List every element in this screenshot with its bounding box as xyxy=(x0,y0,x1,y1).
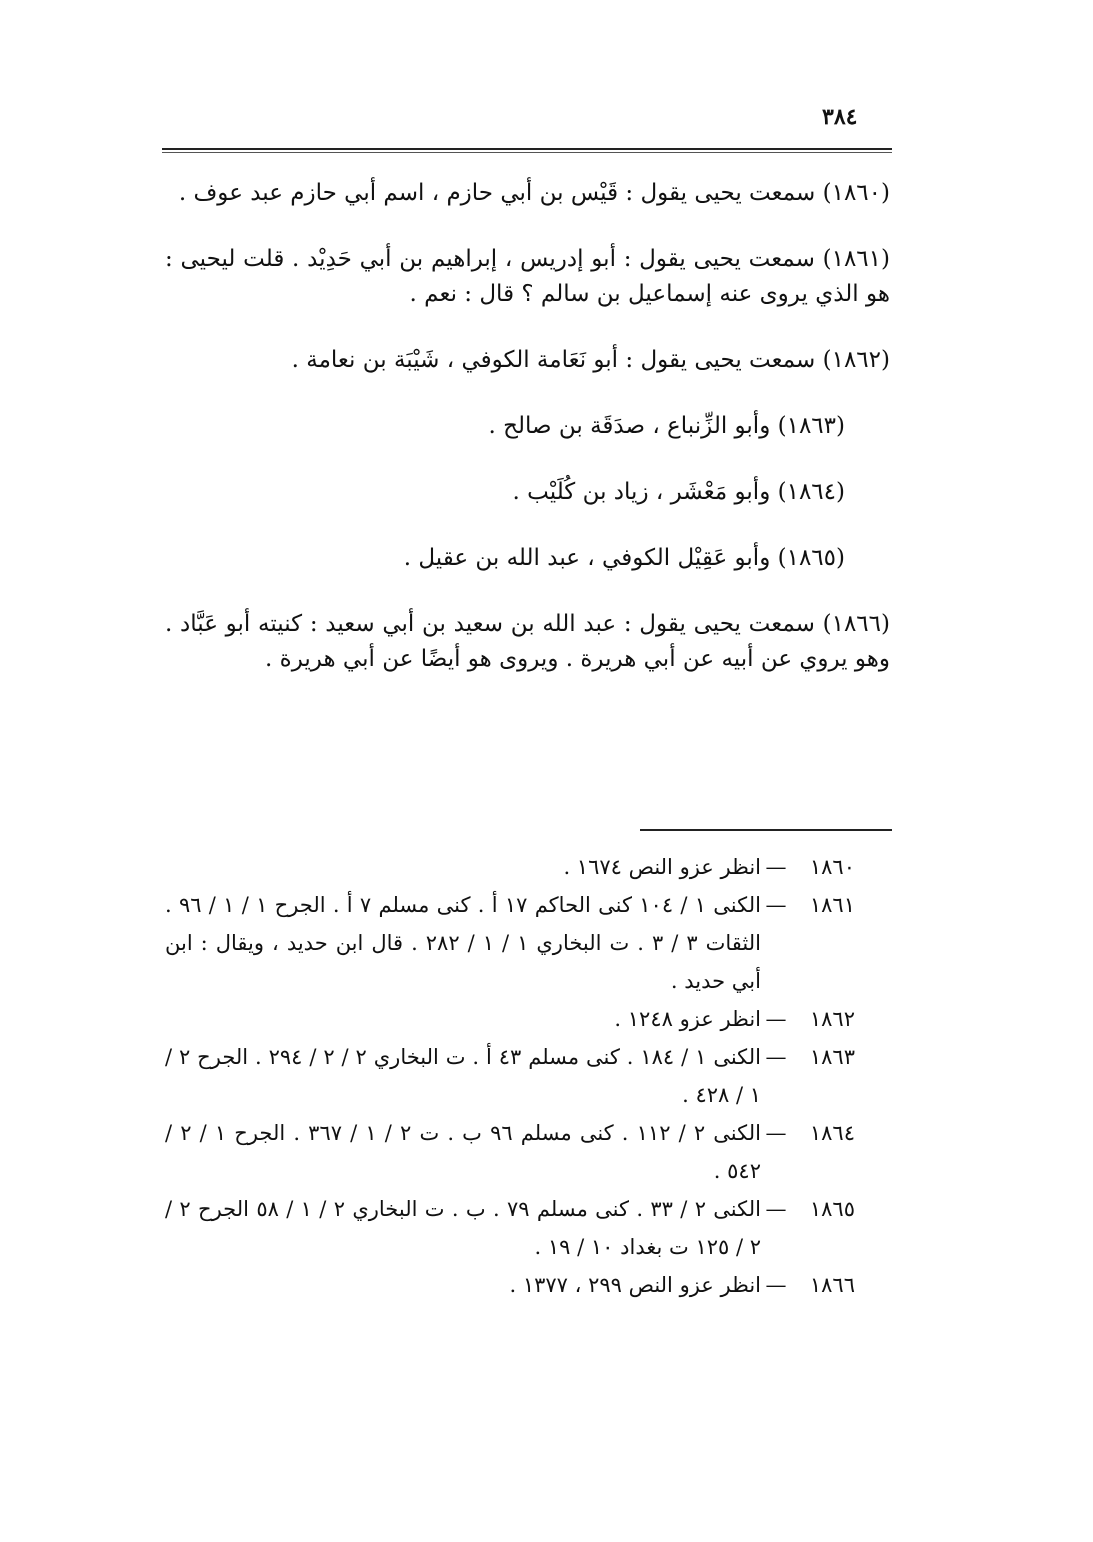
footnote-text: الكنى ٢ / ١١٢ . كنى مسلم ٩٦ ب . ت ٢ / ١ / ٣٦٧ . الجرح ١ / ٢ / ٥٤٢ . xyxy=(165,1121,761,1183)
footnote-text: الكنى ٢ / ٣٣ . كنى مسلم ٧٩ . ب . ت البخاري ٢ / ١ / ٥٨ الجرح ٢ / ٢ / ١٢٥ ت بغداد ١٠ / ١٩ . xyxy=(165,1197,761,1259)
footnote-dash: — xyxy=(765,1007,787,1031)
footnote-dash: — xyxy=(765,855,787,879)
footnote-dash: — xyxy=(765,893,787,917)
entry-1863: (١٨٦٣) وأبو الزِّنباع ، صدَقَة بن صالح . xyxy=(488,413,845,439)
main-text xyxy=(165,176,890,708)
footnote-dash: — xyxy=(765,1045,787,1069)
entry-1862: (١٨٦٢) سمعت يحيى يقول : أبو نَعَامة الكوفي ، شَيْبَة بن نعامة . xyxy=(291,347,890,373)
entry-1860: (١٨٦٠) سمعت يحيى يقول : قَيْس بن أبي حازم ، اسم أبي حازم عبد عوف . xyxy=(178,180,890,206)
footnote-dash: — xyxy=(765,1121,787,1145)
entry-1864: (١٨٦٤) وأبو مَعْشَر ، زياد بن كُلَيْب . xyxy=(512,479,845,505)
footnote-number: ١٨٦٤ xyxy=(809,1121,855,1145)
footnote-text: انظر عزو النص ٢٩٩ ، ١٣٧٧ . xyxy=(509,1273,761,1297)
header-rule-thin xyxy=(162,152,892,153)
footnote-number: ١٨٦٢ xyxy=(809,1007,855,1031)
footnote-number: ١٨٦٦ xyxy=(809,1273,855,1297)
footnote-1862 xyxy=(165,1000,855,1038)
entry-1861: (١٨٦١) سمعت يحيى يقول : أبو إدريس ، إبراهيم بن أبي حَدِيْد . قلت ليحيى : هو الذي يروى عنه إسماعيل بن سالم ؟ قال : نعم . xyxy=(165,246,890,307)
footnote-text: انظر عزو النص ١٦٧٤ . xyxy=(563,855,761,879)
footnote-1863 xyxy=(165,1038,855,1114)
footnote-1866 xyxy=(165,1266,855,1304)
footnote-text: الكنى ١ / ١٨٤ . كنى مسلم ٤٣ أ . ت البخاري ٢ / ٢ / ٢٩٤ . الجرح ٢ / ١ / ٤٢٨ . xyxy=(165,1045,761,1107)
header-rule xyxy=(162,148,892,150)
page-number: ٣٨٤ xyxy=(822,104,858,130)
footnote-number: ١٨٦٥ xyxy=(809,1197,855,1221)
footnote-rule xyxy=(640,829,892,831)
footnote-dash: — xyxy=(765,1273,787,1297)
footnotes xyxy=(165,848,855,1304)
footnote-number: ١٨٦٣ xyxy=(809,1045,855,1069)
footnote-1865 xyxy=(165,1190,855,1266)
footnote-text: انظر عزو ١٢٤٨ . xyxy=(614,1007,761,1031)
footnote-text: الكنى ١ / ١٠٤ كنى الحاكم ١٧ أ . كنى مسلم ٧ أ . الجرح ١ / ١ / ٩٦ . الثقات ٣ / ٣ . ت البخاري ١ / ١ / ٢٨٢ . قال ابن حديد ، ويقال : ابن أبي حديد . xyxy=(165,893,761,993)
footnote-1861 xyxy=(165,886,855,1000)
footnote-1864 xyxy=(165,1114,855,1190)
footnote-number: ١٨٦١ xyxy=(809,893,855,917)
footnote-dash: — xyxy=(765,1197,787,1221)
footnote-number: ١٨٦٠ xyxy=(809,855,855,879)
entry-1866: (١٨٦٦) سمعت يحيى يقول : عبد الله بن سعيد بن أبي سعيد : كنيته أبو عَبَّاد . وهو يروي عن أبيه عن أبي هريرة . ويروى هو أيضًا عن أبي هريرة . xyxy=(165,611,890,672)
footnote-1860 xyxy=(165,848,855,886)
entry-1865: (١٨٦٥) وأبو عَقِيْل الكوفي ، عبد الله بن عقيل . xyxy=(403,545,845,571)
